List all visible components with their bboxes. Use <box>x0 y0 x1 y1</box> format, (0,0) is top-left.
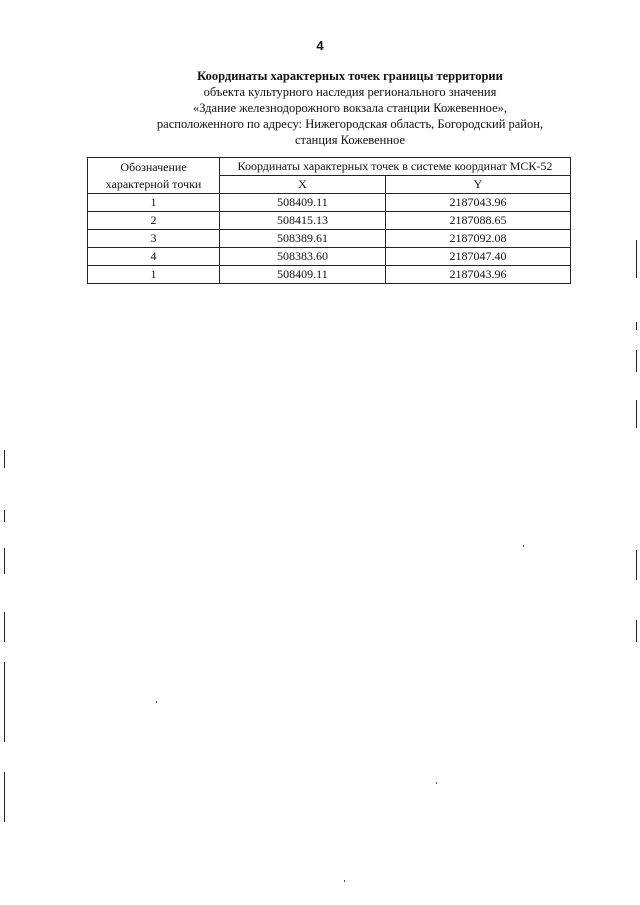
cell-y: 2187088.65 <box>385 212 570 230</box>
scan-margin-mark <box>636 322 637 330</box>
scan-margin-mark <box>4 548 5 574</box>
cell-point: 3 <box>88 230 220 248</box>
scan-margin-mark <box>636 240 637 278</box>
table-row <box>88 230 571 248</box>
scan-margin-mark <box>636 350 637 372</box>
cell-point: 2 <box>88 212 220 230</box>
cell-point: 1 <box>88 194 220 212</box>
cell-y: 2187047.40 <box>385 248 570 266</box>
scan-speck <box>436 782 437 784</box>
cell-x: 508415.13 <box>220 212 386 230</box>
header-coordinates-label: Координаты характерных точек в системе координат МСК-52 <box>220 158 571 176</box>
cell-point: 1 <box>88 266 220 284</box>
scan-margin-mark <box>4 510 5 522</box>
table-row <box>88 212 571 230</box>
scan-speck <box>344 880 345 882</box>
scan-margin-mark <box>4 772 5 822</box>
table-row <box>88 248 571 266</box>
scan-margin-mark <box>636 400 637 428</box>
scan-margin-mark <box>4 450 5 468</box>
cell-y: 2187092.08 <box>385 230 570 248</box>
cell-x: 508409.11 <box>220 194 386 212</box>
cell-y: 2187043.96 <box>385 266 570 284</box>
document-heading <box>0 68 640 148</box>
header-x: X <box>220 176 386 194</box>
table-row <box>88 266 571 284</box>
scan-speck <box>523 545 524 547</box>
header-point-label: Обозначение характерной точки <box>88 158 220 194</box>
cell-y: 2187043.96 <box>385 194 570 212</box>
heading-line-object: объекта культурного наследия регионального значения <box>203 85 497 99</box>
heading-line-name: «Здание железнодорожного вокзала станции Кожевенное», <box>192 101 508 115</box>
heading-title: Координаты характерных точек границы территории <box>197 69 503 83</box>
scan-margin-mark <box>636 620 637 642</box>
coordinates-table <box>87 157 571 284</box>
cell-x: 508389.61 <box>220 230 386 248</box>
scan-margin-mark <box>4 662 5 742</box>
cell-point: 4 <box>88 248 220 266</box>
heading-line-station: станция Кожевенное <box>294 133 406 147</box>
header-y: Y <box>385 176 570 194</box>
scan-margin-mark <box>4 612 5 642</box>
cell-x: 508383.60 <box>220 248 386 266</box>
table-row <box>88 194 571 212</box>
scan-speck <box>156 701 157 703</box>
scan-margin-mark <box>636 550 637 580</box>
cell-x: 508409.11 <box>220 266 386 284</box>
page-number: 4 <box>316 38 324 53</box>
heading-line-address: расположенного по адресу: Нижегородская область, Богородский район, <box>156 117 544 131</box>
table-header-row <box>88 158 571 176</box>
